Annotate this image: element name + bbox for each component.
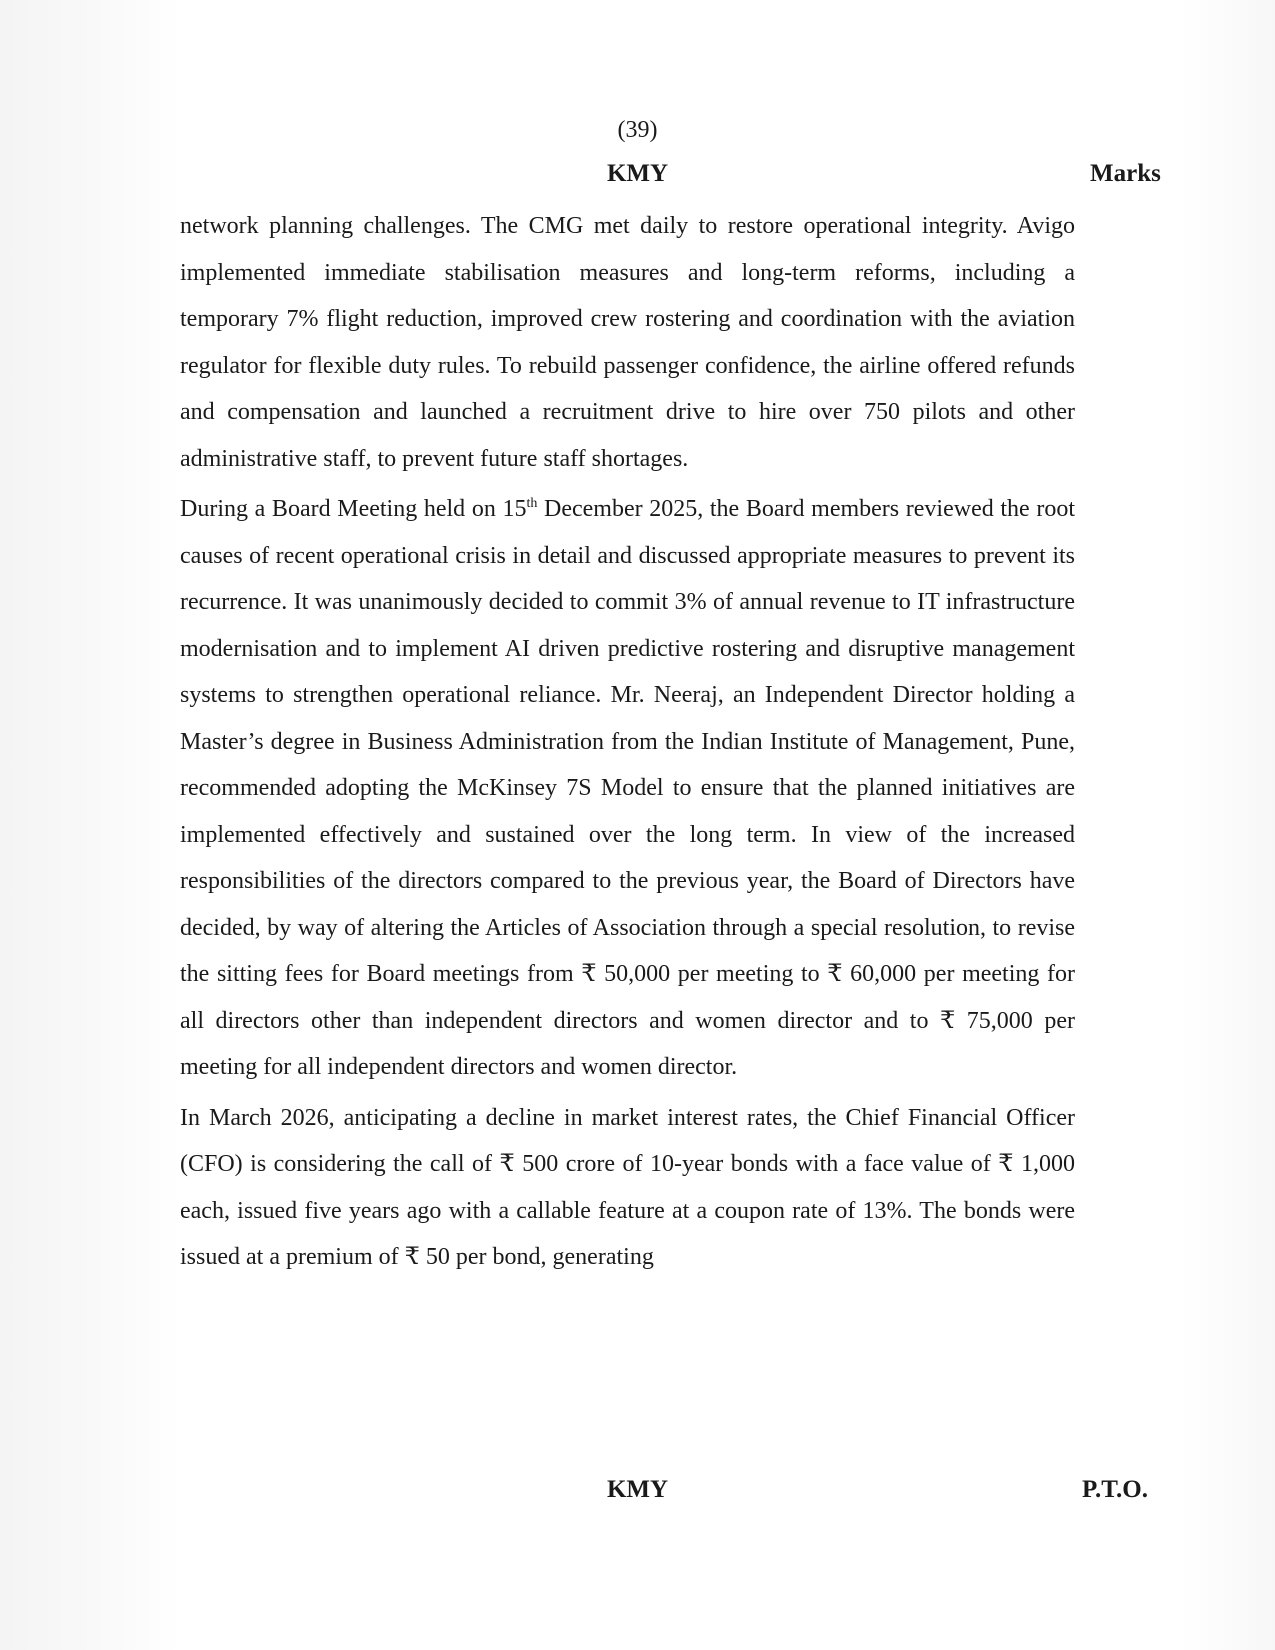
paragraph-3: In March 2026, anticipating a decline in market interest rates, the Chief Financial Officer (CFO) is considering the call of ₹ 500 crore of 10-year bonds with a face value of ₹ 1,000 each, issued five years ago with a callable feature at a coupon rate of 13%. The bonds were issued at a premium of ₹ 50 per bond, generating	[180, 1104, 1075, 1270]
header-paper-code: KMY	[606, 160, 669, 187]
question-body	[180, 203, 1075, 1285]
paragraph-1: network planning challenges. The CMG met daily to restore operational integrity. Avigo implemented immediate stabilisation measures and long-term reforms, including a temporary 7% flight reduction, improved crew rostering and coordination with the aviation regulator for flexible duty rules. To rebuild passenger confidence, the airline offered refunds and compensation and launched a recruitment drive to hire over 750 pilots and other administrative staff, to prevent future staff shortages.	[180, 213, 1075, 472]
pto-label: P.T.O.	[1082, 1476, 1148, 1503]
paragraph-2	[180, 486, 1075, 1091]
paragraph-2-start: During a Board Meeting held on 15	[180, 496, 527, 522]
marks-column-label: Marks	[1090, 160, 1161, 187]
paragraph-2-rest: December 2025, the Board members reviewed the root causes of recent operational crisis in detail and discussed appropriate measures to prevent its recurrence. It was unanimously decided to commit 3% of annual revenue to IT infrastructure modernisation and to implement AI driven predictive rostering and disruptive management systems to strengthen operational reliance. Mr. Neeraj, an Independent Director holding a Master’s degree in Business Administration from the Indian Institute of Management, Pune, recommended adopting the McKinsey 7S Model to ensure that the planned initiatives are implemented effectively and sustained over the long term. In view of the increased responsibilities of the directors compared to the previous year, the Board of Directors have decided, by way of altering the Articles of Association through a special resolution, to revise the sitting fees for Board meetings from ₹ 50,000 per meeting to ₹ 60,000 per meeting for all directors other than independent directors and women director and to ₹ 75,000 per meeting for all independent directors and women director.	[180, 496, 1075, 1080]
page-number: (39)	[617, 117, 658, 143]
ordinal-suffix: th	[526, 496, 538, 511]
footer-paper-code: KMY	[606, 1476, 669, 1503]
